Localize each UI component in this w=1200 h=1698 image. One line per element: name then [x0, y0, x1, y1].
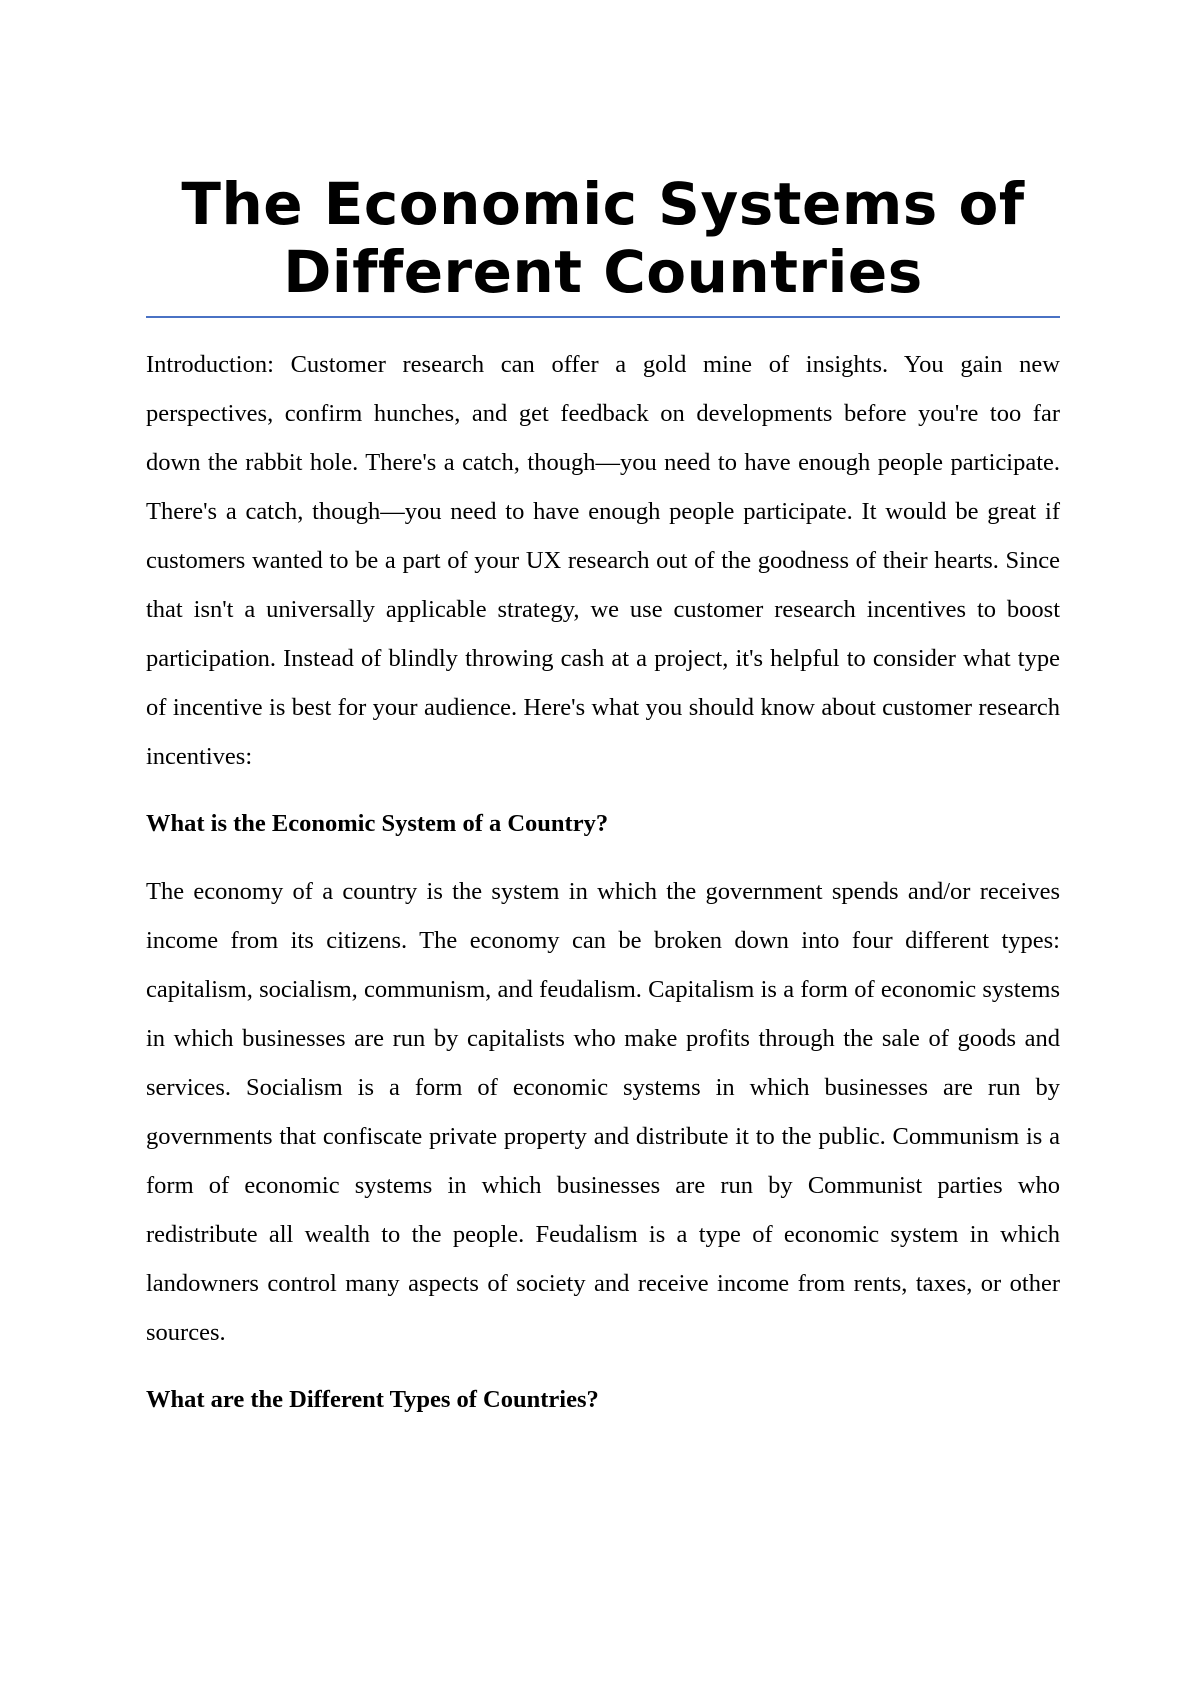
section-heading-economic-system: What is the Economic System of a Country? [146, 810, 609, 837]
section-paragraph-economic-system: The economy of a country is the system in which the government spends and/or receives income from its citizens. The economy can be broken down into four different types: capitalism, socialism, communism, and feudalism. Capitalism is a form of economic systems in which businesses are run by capitalists who make profits through the sale of goods and services. Socialism is a form of economic systems in which businesses are run by governments that confiscate private property and distribute it to the public. Communism is a form of economic systems in which businesses are run by Communist parties who redistribute all wealth to the people. Feudalism is a type of economic system in which landowners control many aspects of society and receive income from rents, taxes, or other sources. [146, 878, 1060, 1346]
document-page [146, 170, 1060, 1415]
title-divider [146, 316, 1060, 318]
section-heading-types-of-countries: What are the Different Types of Countries? [146, 1386, 599, 1413]
intro-paragraph: Introduction: Customer research can offer a gold mine of insights. You gain new perspectives, confirm hunches, and get feedback on developments before you're too far down the rabbit hole. There's a catch, though—you need to have enough people participate. There's a catch, though—you need to have enough people participate. It would be great if customers wanted to be a part of your UX research out of the goodness of their hearts. Since that isn't a universally applicable strategy, we use customer research incentives to boost participation. Instead of blindly throwing cash at a project, it's helpful to consider what type of incentive is best for your audience. Here's what you should know about customer research incentives: [146, 351, 1060, 770]
document-title: The Economic Systems of Different Countries [181, 170, 1025, 306]
